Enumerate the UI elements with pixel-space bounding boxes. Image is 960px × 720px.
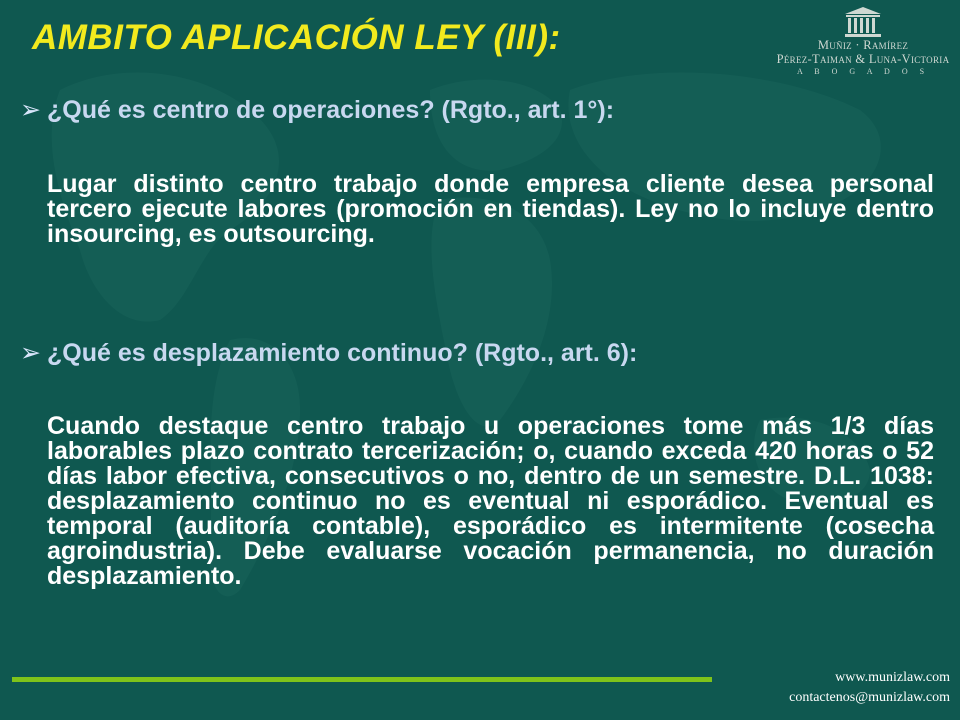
firm-logo [770, 6, 956, 86]
footer-divider [12, 677, 712, 682]
logo-line-3: A B O G A D O S [796, 67, 930, 76]
arrow-bullet-icon: ➢ [20, 96, 41, 124]
arrow-bullet-icon: ➢ [20, 339, 41, 367]
answer-2: Cuando destaque centro trabajo u operaciones tome más 1/3 días laborables plazo contrato tercerización; o, cuando exceda 420 horas o 52 días labor efectiva, consecutivos o no, dentro de un semestre. D.L. 1038: desplazamiento continuo no es eventual ni esporádico. Eventual es temporal (auditoría contable), esporádico es intermitente (cosecha agroindustria). Debe evaluarse vocación permanencia, no duración desplazamiento. [47, 412, 934, 590]
question-1-text: ¿Qué es centro de operaciones? (Rgto., art. 1°): [47, 96, 615, 124]
logo-line-1: Muñiz · Ramírez [817, 38, 909, 52]
footer-email[interactable]: contactenos@munizlaw.com [789, 690, 950, 705]
question-1 [20, 95, 940, 125]
question-2 [20, 338, 940, 368]
question-2-text: ¿Qué es desplazamiento continuo? (Rgto., art. 6): [47, 339, 638, 367]
slide-title: AMBITO APLICACIÓN LEY (III): [32, 18, 561, 57]
footer-website[interactable]: www.munizlaw.com [835, 670, 950, 685]
logo-line-2: Pérez-Taiman & Luna-Victoria [776, 52, 950, 66]
columns-building-icon [843, 6, 883, 38]
answer-1: Lugar distinto centro trabajo donde empresa cliente desea personal tercero ejecute labores (promoción en tiendas). Ley no lo incluye dentro insourcing, es outsourcing. [47, 170, 934, 248]
